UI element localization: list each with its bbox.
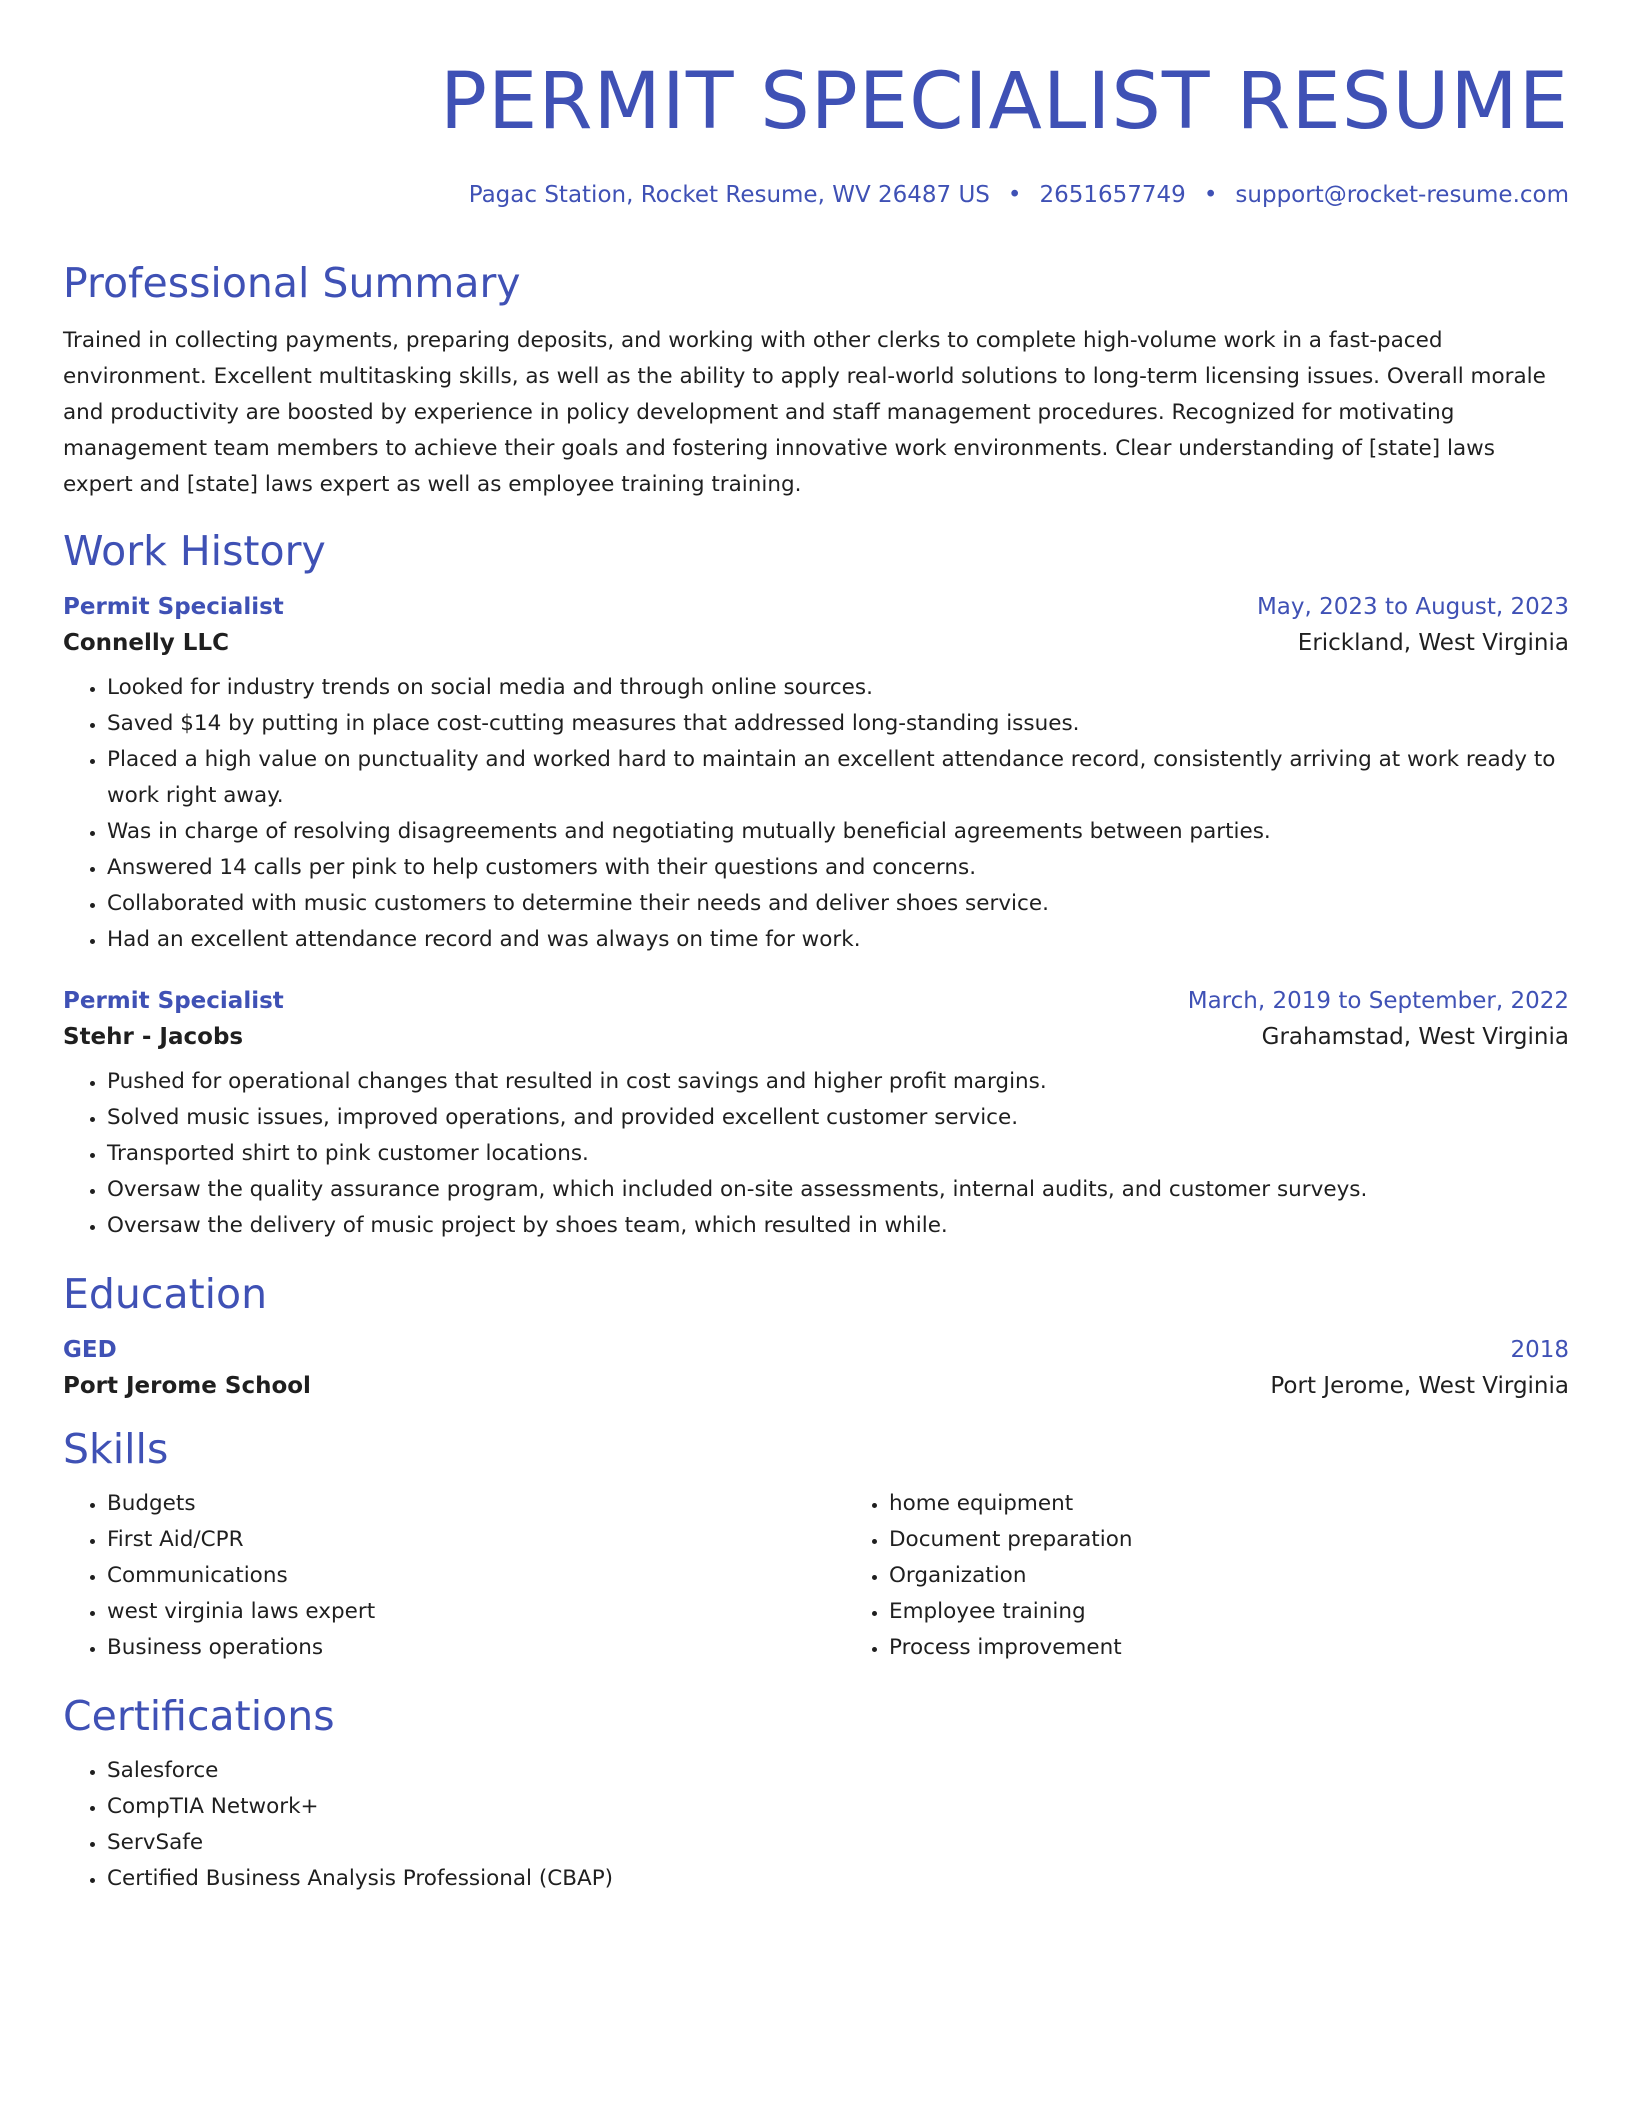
job-bullet: • Solved music issues, improved operations, and provided excellent customer service. [107,1100,1569,1136]
separator-dot: • [1203,181,1218,208]
separator-dot: • [1007,181,1022,208]
certification-item: • ServSafe [107,1825,1569,1861]
section-heading-work: Work History [63,526,326,575]
skill-item: • First Aid/CPR [107,1522,845,1558]
job-bullet: • Transported shirt to pink customer locations. [107,1136,1569,1172]
certifications-list [63,1753,1569,1897]
contact-address: Pagac Station, Rocket Resume, WV 26487 US [468,181,990,208]
resume-title: PERMIT SPECIALIST RESUME [440,57,1569,147]
skills-list-right [845,1486,1627,1666]
skill-item: • Employee training [889,1594,1627,1630]
summary-text: Trained in collecting payments, preparing deposits, and working with other clerks to complete high-volume work in a fast-paced environment. Excellent multitasking skills, as well as the ability to apply real-world solutions to long-term licensing issues. Overall morale and productivity are boosted by experience in policy development and staff management procedures. Recognized for motivating management team members to achieve their goals and fostering innovative work environments. Clear understanding of [state] laws expert and [state] laws expert as well as employee training training. [63,327,1546,497]
certification-item: • Certified Business Analysis Professional (CBAP) [107,1861,1569,1897]
school-name: Port Jerome School [63,1372,311,1399]
skills-list-left [63,1486,845,1666]
job-bullet: • Collaborated with music customers to determine their needs and deliver shoes service. [107,886,1569,922]
job-bullets [63,1064,1569,1244]
job-bullet: • Oversaw the delivery of music project by shoes team, which resulted in while. [107,1208,1569,1244]
job-company-row [63,630,1569,656]
contact-email: support@rocket-resume.com [1235,181,1569,208]
skill-item: • Budgets [107,1486,845,1522]
job-location: Grahamstad, West Virginia [1261,1023,1569,1050]
job-dates: March, 2019 to September, 2022 [1187,987,1569,1014]
skills-columns [63,1486,1569,1666]
job-bullet: • Oversaw the quality assurance program, which included on-site assessments, internal audits, and customer surveys. [107,1172,1569,1208]
skill-item: • Organization [889,1558,1627,1594]
skill-item: • Process improvement [889,1630,1627,1666]
job-bullet: • Was in charge of resolving disagreements and negotiating mutually beneficial agreements between parties. [107,814,1569,850]
certification-item: • CompTIA Network+ [107,1789,1569,1825]
certification-item: • Salesforce [107,1753,1569,1789]
education-entry [63,1337,1569,1399]
skill-item: • Document preparation [889,1522,1627,1558]
job-bullet: • Looked for industry trends on social media and through online sources. [107,670,1569,706]
job-title: Permit Specialist [63,593,284,620]
school-location: Port Jerome, West Virginia [1270,1372,1569,1399]
skill-item: • home equipment [889,1486,1627,1522]
job-bullet: • Placed a high value on punctuality and worked hard to maintain an excellent attendance record, consistently arriving at work ready to work right away. [107,742,1569,814]
job-bullets [63,670,1569,958]
section-heading-certifications: Certifications [63,1692,335,1741]
skill-item: • Communications [107,1558,845,1594]
job-entry [63,594,1569,958]
degree: GED [63,1336,117,1363]
job-bullet: • Answered 14 calls per pink to help customers with their questions and concerns. [107,850,1569,886]
job-entry [63,988,1569,1244]
job-dates: May, 2023 to August, 2023 [1256,593,1569,620]
job-bullet: • Pushed for operational changes that resulted in cost savings and higher profit margins. [107,1064,1569,1100]
job-location: Erickland, West Virginia [1297,629,1569,656]
skill-item: • west virginia laws expert [107,1594,845,1630]
skill-item: • Business operations [107,1630,845,1666]
section-heading-summary: Professional Summary [63,259,521,308]
job-header-row [63,988,1569,1014]
job-bullet: • Had an excellent attendance record and was always on time for work. [107,922,1569,958]
contact-line [63,182,1569,210]
job-title: Permit Specialist [63,987,284,1014]
education-school-row [63,1373,1569,1399]
company-name: Stehr - Jacobs [63,1023,244,1050]
graduation-year: 2018 [1510,1336,1569,1363]
job-company-row [63,1024,1569,1050]
education-header-row [63,1337,1569,1363]
company-name: Connelly LLC [63,629,229,656]
section-heading-education: Education [63,1269,268,1318]
section-heading-skills: Skills [63,1424,169,1473]
job-bullet: • Saved $14 by putting in place cost-cutting measures that addressed long-standing issues. [107,706,1569,742]
job-header-row [63,594,1569,620]
contact-phone: 2651657749 [1039,181,1186,208]
